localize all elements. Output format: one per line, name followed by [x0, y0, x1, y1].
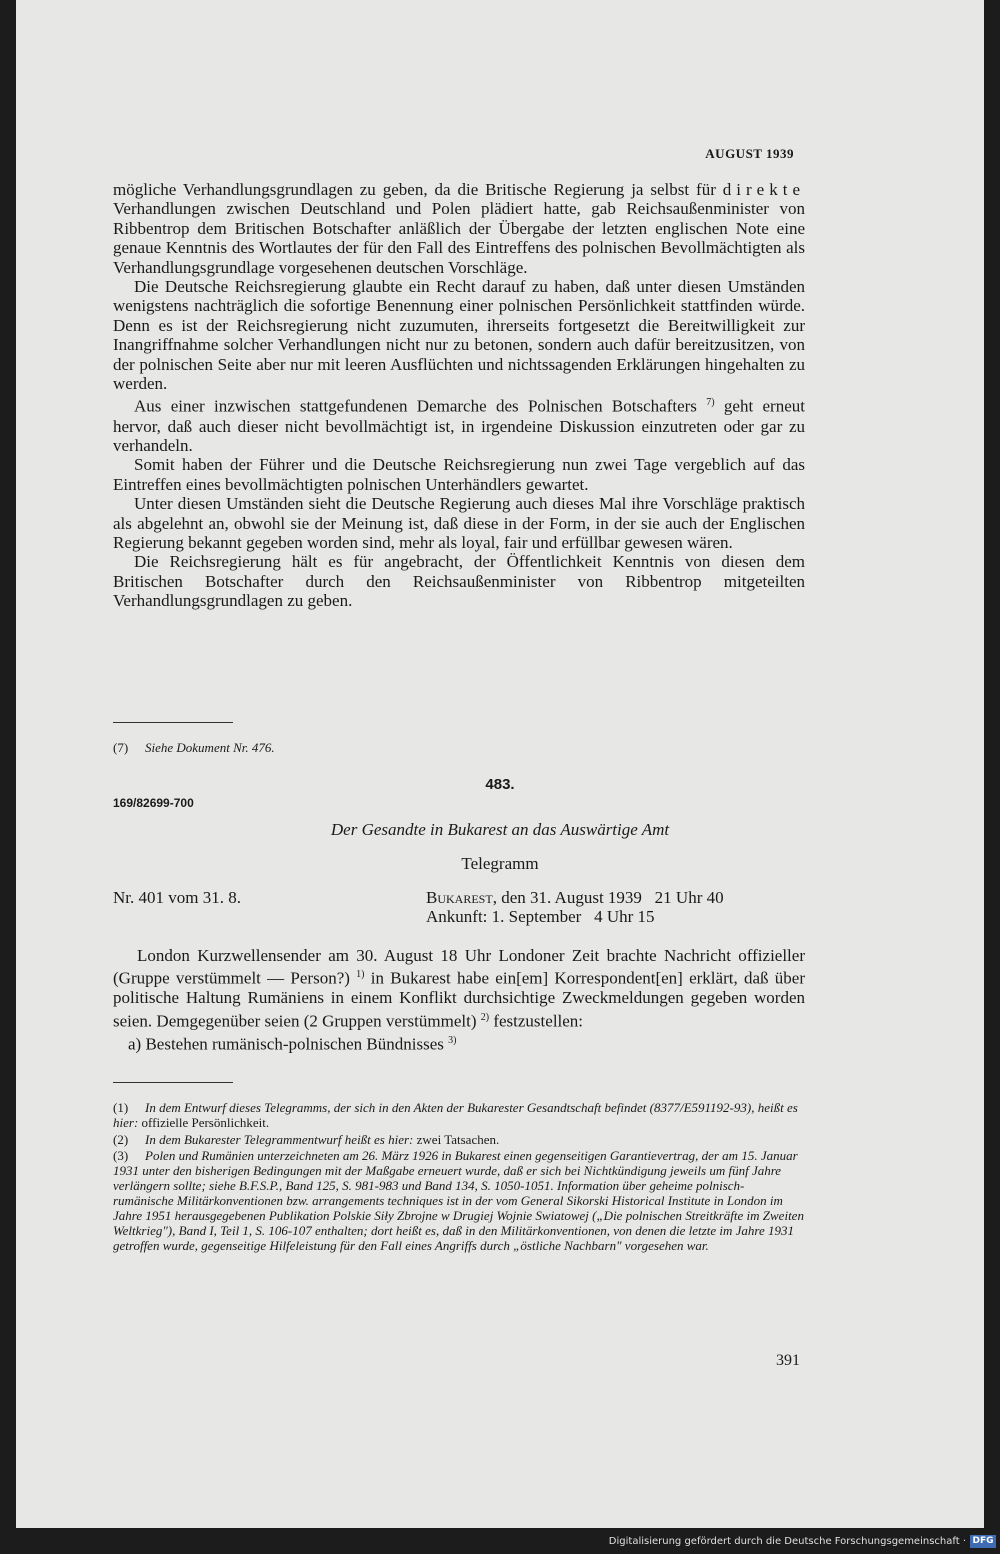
text-run: festzustellen:	[489, 1011, 584, 1031]
footnote-number: (2)	[113, 1132, 129, 1147]
document-page	[16, 0, 984, 1528]
paragraph: Somit haben der Führer und die Deutsche Reichsregierung nun zwei Tage vergeblich auf das Eintreffen eines bevollmächtigten polnischen Unterhändlers gewartet.	[113, 455, 805, 494]
footnote	[113, 740, 805, 755]
credit-bar	[0, 1528, 1000, 1554]
paragraph: Die Deutsche Reichsregierung glaubte ein Recht darauf zu haben, daß unter diesen Umständen wenigstens nachträglich die sofortige Benennung einer polnischen Persönlichkeit stattfinden würde. Denn es ist der Reichsregierung nicht zuzumuten, ihrerseits fortgesetzt die Bereitwilligkeit zur Inangriffnahme solcher Verhandlungen nicht nur zu betonen, sondern auch dafür bereitzusitzen, von der polnischen Seite aber nur mit leeren Ausflüchten und nichtssagenden Erklärungen hingehalten zu werden.	[113, 277, 805, 394]
footnote-number: (1)	[113, 1100, 129, 1115]
document-type: Telegramm	[461, 854, 539, 873]
footnote	[113, 1148, 805, 1253]
telegram-number: Nr. 401 vom 31. 8.	[113, 888, 241, 907]
footnote-text: Siehe Dokument Nr. 476.	[145, 740, 275, 755]
footnote-divider	[113, 1082, 233, 1083]
footnote	[113, 1132, 805, 1147]
place: Bukarest	[426, 888, 493, 907]
paragraph	[113, 946, 805, 1031]
footnote-ref: 1)	[356, 969, 365, 981]
telegram-dateline	[426, 888, 724, 926]
text-run: Aus einer inzwischen stattgefundenen Demarche des Polnischen Botschafters	[134, 397, 707, 417]
footnote-number: (3)	[113, 1148, 129, 1163]
text-run: a) Bestehen rumänisch-polnischen Bündnisses	[128, 1034, 449, 1054]
document-title: Der Gesandte in Bukarest an das Auswärtige Amt	[330, 820, 670, 839]
text-run: London Kurzwellensender am 30. August 18 Uhr Londoner Zeit brachte Nachricht offizieller (Gruppe verstümmelt — Person?)	[113, 946, 805, 989]
footnote-ref: 2)	[480, 1011, 490, 1023]
list-item	[113, 1031, 805, 1054]
text-run: mögliche Verhandlungsgrundlagen zu geben, da die Britische Regierung ja selbst für	[113, 180, 723, 199]
sent-line	[426, 888, 724, 907]
text-run: in Bukarest habe ein[em] Korrespondent[en] erklärt, daß über politische Haltung Rumäniens in einem Konflikt durchsichtige Zweckmeldungen gegeben worden seien. Demgegenüber seien (2 Gruppen verstümmelt)	[113, 969, 805, 1031]
footnote-text: zwei Tatsachen.	[416, 1132, 500, 1147]
received-line: Ankunft: 1. September 4 Uhr 15	[426, 907, 655, 926]
running-head: AUGUST 1939	[705, 146, 794, 161]
document-number: 483.	[485, 776, 515, 793]
paragraph	[113, 180, 805, 277]
footnote-text: In dem Bukarester Telegrammentwurf heißt es hier:	[145, 1132, 417, 1147]
paragraph: Unter diesen Umständen sieht die Deutsche Regierung auch dieses Mal ihre Vorschläge praktisch als abgelehnt an, obwohl sie der Meinung ist, daß diese in der Form, in der sie auch der Englischen Regierung bekannt gegeben worden sind, mehr als loyal, fair und erfüllbar gewesen wären.	[113, 494, 805, 552]
footnote-ref: 3)	[448, 1034, 457, 1046]
dfg-logo: DFG	[970, 1535, 996, 1548]
page-number: 391	[776, 1352, 800, 1369]
footnote-number: (7)	[113, 740, 129, 755]
text-run: Verhandlungen zwischen Deutschland und Polen plädiert hatte, gab Reichsaußenminister von Ribbentrop dem Britischen Botschafter anläßlich der Übergabe der letzten englischen Note eine genaue Kenntnis des Wortlautes der für den Fall des Eintreffens des polnischen Bevollmächtigten als Verhandlungsgrundlage vorgesehenen deutschen Vorschläge.	[113, 199, 805, 277]
file-reference: 169/82699-700	[113, 796, 194, 810]
text-run: geht erneut hervor, daß auch dieser nicht bevollmächtigt ist, in irgendeine Diskussion einzutreten oder gar zu verhandeln.	[113, 397, 805, 455]
emphasis-text: direkte	[722, 180, 805, 199]
paragraph	[113, 393, 805, 455]
funding-credit: Digitalisierung gefördert durch die Deutsche Forschungsgemeinschaft ·	[608, 1536, 966, 1547]
footnote-text: Polen und Rumänien unterzeichneten am 26. März 1926 in Bukarest einen gegenseitigen Garantievertrag, der am 15. Januar 1931 unter den bisherigen Bedingungen mit der Maßgabe erneuert wurde, daß er sich bei Nichtkündigung jeweils um fünf Jahre verlängern sollte; siehe B.F.S.P., Band 125, S. 981-983 und Band 134, S. 1050-1051. Information über geheime polnisch-rumänische Militärkonventionen bzw. arrangements techniques ist in der vom General Sikorski Historical Institute in London im Jahre 1951 herausgegebenen Publikation Polskie Siły Zbrojne w Drugiej Wojnie Swiatowej („Die polnischen Streitkräfte im Zweiten Weltkrieg"), Band I, Teil 1, S. 106-107 enthalten; dort heißt es, daß in den Militärkonventionen, von denen die letzte im Jahre 1931 getroffen wurde, gegenseitige Hilfeleistung für den Fall eines Angriffs durch „östliche Nachbarn" vorgesehen war.	[113, 1148, 804, 1253]
footnote-text: offizielle Persönlichkeit.	[141, 1115, 270, 1130]
sent-time: , den 31. August 1939 21 Uhr 40	[492, 888, 724, 907]
footnote-text: In dem Entwurf dieses Telegramms, der sich in den Akten der Bukarester Gesandtschaft befindet (8377/E591192-93), heißt es hier:	[113, 1100, 798, 1130]
main-text	[113, 180, 805, 611]
paragraph: Die Reichsregierung hält es für angebracht, der Öffentlichkeit Kenntnis von diesen dem Britischen Botschafter durch den Reichsaußenminister von Ribbentrop mitgeteilten Verhandlungsgrundlagen zu geben.	[113, 552, 805, 611]
footnote	[113, 1100, 805, 1130]
footnote-divider	[113, 722, 233, 723]
telegram-text	[113, 946, 805, 1054]
footnote-ref: 7)	[706, 397, 715, 409]
